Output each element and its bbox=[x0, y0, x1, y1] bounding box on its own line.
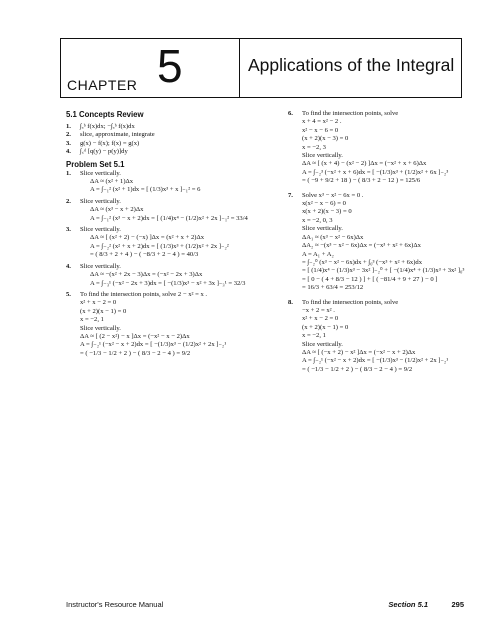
problem-number: 7. bbox=[288, 191, 293, 199]
solution-line: x = −2, 3 bbox=[302, 143, 326, 151]
solution-line: ΔA ≈ −(x² + 2x − 3)Δx = (−x² − 2x + 3)Δx bbox=[90, 271, 203, 279]
solution-line: ΔA ≈ (x² + 1)Δx bbox=[90, 178, 134, 186]
problem-item bbox=[66, 170, 256, 178]
solution-line: −x + 2 = x² . bbox=[302, 306, 335, 314]
solution-line: ΔA ≈ [ (2 − x²) − x ]Δx = (−x² − x − 2)Δx bbox=[80, 332, 190, 340]
problem-text: slice, approximate, integrate bbox=[80, 131, 155, 139]
solution-line: x + 4 = x² − 2 . bbox=[302, 118, 342, 126]
solution-line: ΔA ≈ [ (x + 4) − (x² − 2) ]Δx = (−x² + x + 6)Δx bbox=[302, 160, 427, 168]
chapter-number: 5 bbox=[157, 40, 183, 92]
chapter-title: Applications of the Integral bbox=[248, 55, 455, 75]
solution-line: x² + x − 2 = 0 bbox=[302, 315, 339, 323]
solution-line: (x + 2)(x − 1) = 0 bbox=[302, 323, 349, 331]
solution-line: A = ∫₋₁² (x² + 1)dx = [ (1/3)x³ + x ]₋₁² = 6 bbox=[90, 186, 201, 194]
section-heading: Problem Set 5.1 bbox=[66, 159, 125, 169]
solution-line: ΔA ≈ [ (x² + 2) − (−x) ]Δx = (x² + x + 2)Δx bbox=[90, 234, 205, 242]
problem-item bbox=[288, 192, 478, 200]
solution-line: = 16/3 + 63/4 = 253/12 bbox=[302, 284, 364, 292]
footer-section: Section 5.1 bbox=[388, 600, 428, 609]
solution-line: A = ∫₋₂³ (−x² + x + 6)dx = [ −(1/3)x³ + (1/2)x² + 6x ]₋₂³ bbox=[302, 168, 449, 176]
problem-item bbox=[66, 198, 256, 206]
problem-number: 4. bbox=[66, 148, 71, 156]
left-column bbox=[66, 110, 256, 358]
problem-item bbox=[66, 131, 256, 139]
problem-number: 3. bbox=[66, 226, 71, 234]
solution-line: x = −2, 1 bbox=[80, 316, 104, 324]
problem-number: 3. bbox=[66, 139, 71, 147]
solution-line: ΔA₁ ≈ (x³ − x² − 6x)Δx bbox=[302, 233, 364, 241]
section-heading: 5.1 Concepts Review bbox=[66, 110, 144, 119]
solution-line: ΔA ≈ [ (−x + 2) − x² ]Δx = (−x² − x + 2)Δx bbox=[302, 348, 416, 356]
solution-line: A = ∫₋₂¹ (−x² − x + 2)dx = [ −(1/3)x³ − (1/2)x² + 2x ]₋₂¹ bbox=[302, 357, 449, 365]
solution-line: = ( −9 + 9/2 + 18 ) − ( 8/3 + 2 − 12 ) = 125/6 bbox=[302, 177, 421, 185]
problem-text: Slice vertically. bbox=[80, 169, 121, 177]
chapter-label: CHAPTER bbox=[67, 77, 138, 93]
problem-number: 2. bbox=[66, 197, 71, 205]
problem-number: 1. bbox=[66, 123, 71, 130]
problem-text: To find the intersection points, solve bbox=[302, 110, 399, 117]
problem-text: Solve x³ − x² − 6x = 0 . bbox=[302, 191, 364, 199]
solution-line: A = ∫₋₁² (x³ − x + 2)dx = [ (1/4)x⁴ − (1/2)x² + 2x ]₋₁² = 33/4 bbox=[90, 214, 248, 222]
solution-line: (x + 2)(x − 1) = 0 bbox=[80, 307, 127, 315]
solution-line: x² + x − 2 = 0 bbox=[80, 299, 117, 307]
solution-line: x² − x − 6 = 0 bbox=[302, 126, 339, 134]
problem-text: To find the intersection points, solve 2 − x² = x . bbox=[80, 290, 208, 298]
problem-item bbox=[66, 291, 256, 299]
solution-line: = ( −1/3 − 1/2 + 2 ) − ( 8/3 − 2 − 4 ) = 9/2 bbox=[80, 349, 191, 357]
problem-text: Slice vertically. bbox=[80, 226, 121, 234]
solution-line: Slice vertically. bbox=[80, 324, 121, 332]
solution-line: A = A₁ + A₂ bbox=[302, 250, 334, 258]
solution-line: A = ∫₋₃¹ (−x² − 2x + 3)dx = [ −(1/3)x³ − x² + 3x ]₋₃¹ = 32/3 bbox=[90, 279, 246, 287]
problem-number: 4. bbox=[66, 262, 71, 270]
problem-text: ∫꜀ᵈ [q(y) − p(y)]dy bbox=[80, 148, 128, 156]
problem-item bbox=[288, 110, 478, 118]
problem-number: 6. bbox=[288, 110, 293, 117]
solution-line: ΔA₂ ≈ −(x³ − x² − 6x)Δx = (−x³ + x² + 6x)Δx bbox=[302, 242, 421, 250]
problem-text: ∫ₐᵇ f(x)dx; −∫ₐᵇ f(x)dx bbox=[80, 123, 135, 130]
solution-line: = [ 0 − ( 4 + 8/3 − 12 ) ] + [ ( −81/4 + 9 + 27 ) − 0 ] bbox=[302, 275, 438, 283]
solution-line: x(x² − x − 6) = 0 bbox=[302, 200, 346, 208]
right-column bbox=[288, 110, 478, 374]
problem-text: To find the intersection points, solve bbox=[302, 298, 399, 306]
chapter-title-box bbox=[240, 38, 462, 98]
problem-item bbox=[288, 299, 478, 307]
chapter-box bbox=[60, 38, 240, 98]
solution-line: = ( 8/3 + 2 + 4 ) − ( −8/3 + 2 − 4 ) = 40/3 bbox=[90, 251, 199, 259]
problem-item bbox=[66, 226, 256, 234]
page-footer bbox=[66, 600, 466, 609]
problem-number: 2. bbox=[66, 131, 71, 139]
solution-line: A = ∫₋₂¹ (−x² − x + 2)dx = [ −(1/3)x³ − (1/2)x² + 2x ]₋₂¹ bbox=[80, 341, 227, 349]
solution-line: x = −2, 0, 3 bbox=[302, 216, 333, 224]
problem-item bbox=[66, 148, 256, 156]
solution-line: = ∫₋₂⁰ (x³ − x² − 6x)dx + ∫₀³ (−x³ + x² + 6x)dx bbox=[302, 258, 423, 266]
problem-item bbox=[66, 263, 256, 271]
solution-line: Slice vertically. bbox=[302, 225, 343, 233]
problem-number: 8. bbox=[288, 298, 293, 306]
solution-line: Slice vertically. bbox=[302, 340, 343, 348]
footer-page-number: 295 bbox=[451, 600, 464, 609]
solution-line: Slice vertically. bbox=[302, 152, 343, 160]
solution-line: = ( −1/3 − 1/2 + 2 ) − ( 8/3 − 2 − 4 ) = 9/2 bbox=[302, 365, 413, 373]
problem-text: Slice vertically. bbox=[80, 197, 121, 205]
problem-number: 5. bbox=[66, 290, 71, 298]
problem-item bbox=[66, 123, 256, 131]
solution-line: x(x + 2)(x − 3) = 0 bbox=[302, 208, 352, 216]
problem-item bbox=[66, 140, 256, 148]
solution-line: = [ (1/4)x⁴ − (1/3)x³ − 3x² ]₋₂⁰ + [ −(1/4)x⁴ + (1/3)x³ + 3x² ]₀³ bbox=[302, 267, 465, 275]
problem-number: 1. bbox=[66, 169, 71, 177]
solution-line: A = ∫₋₂² (x² + x + 2)dx = [ (1/3)x³ + (1/2)x² + 2x ]₋₂² bbox=[90, 242, 229, 250]
solution-line: ΔA ≈ (x³ − x + 2)Δx bbox=[90, 206, 144, 214]
problem-text: Slice vertically. bbox=[80, 262, 121, 270]
problem-text: g(x) − f(x); f(x) = g(x) bbox=[80, 139, 140, 147]
solution-line: x = −2, 1 bbox=[302, 332, 326, 340]
footer-manual-title: Instructor's Resource Manual bbox=[66, 600, 164, 609]
solution-line: (x + 2)(x − 3) = 0 bbox=[302, 135, 349, 143]
